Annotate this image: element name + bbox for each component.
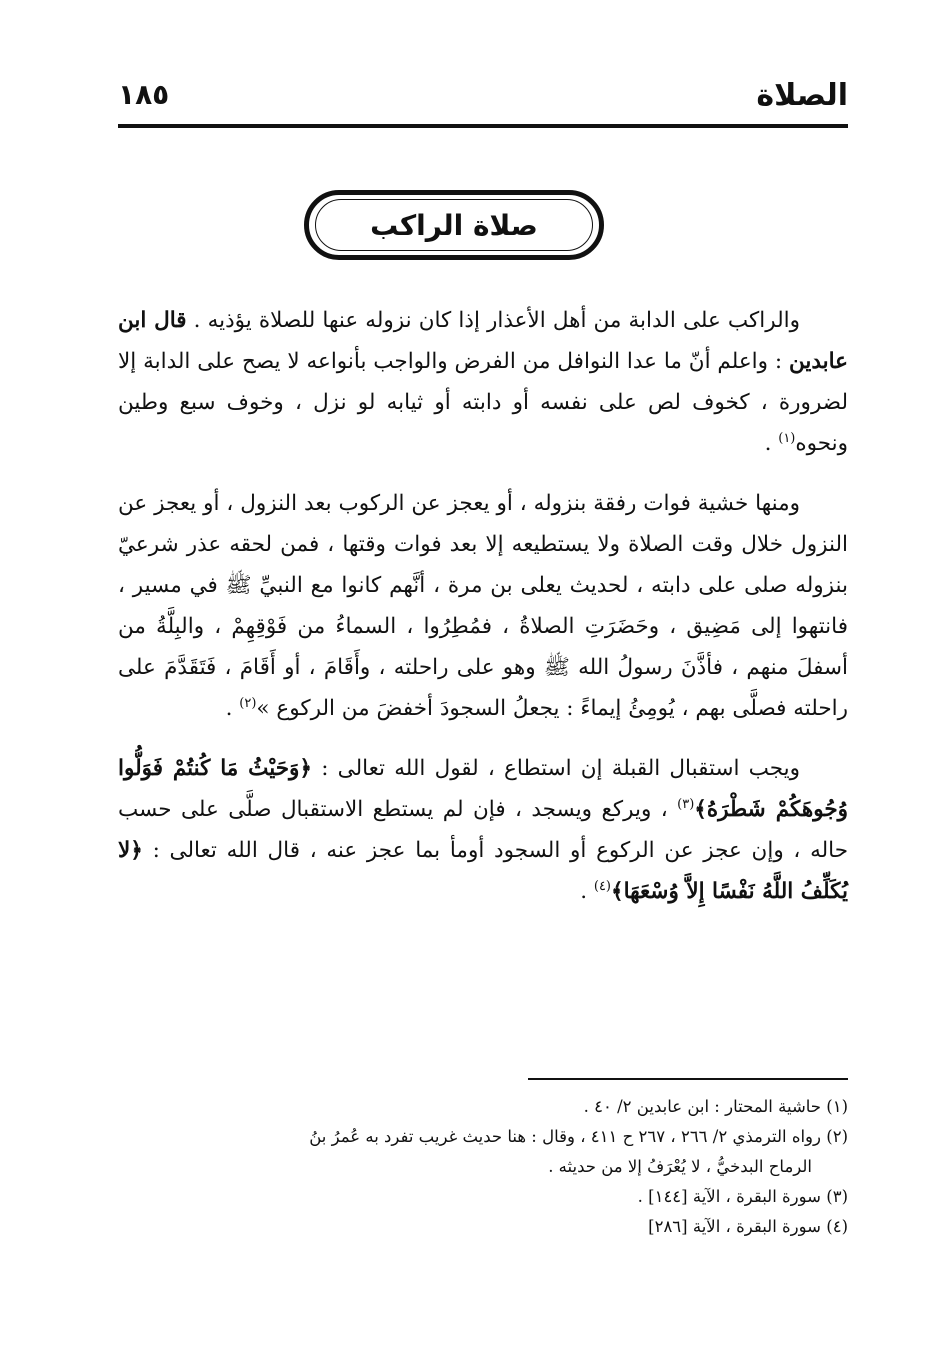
running-title: الصلاة [756, 78, 848, 113]
paragraph-3-text-b: ، ويركع ويسجد ، فإن لم يستطع الاستقبال صلَّى على حسب حاله ، وإن عجز عن الركوع أو السجود أومأ بما عجز عنه ، قال الله تعالى : [118, 797, 848, 863]
section-title-frame [304, 190, 604, 260]
paragraph-1-text-b: : واعلم أنّ ما عدا النوافل من الفرض والواجب بأنواعه لا يصح على الدابة إلا لضرورة ، كخوف لص على نفسه أو دابته أو ثيابه لو نزل ، وخوف سبع وطين ونحوه [118, 349, 848, 456]
quran-verse-2: ﴿لا يُكَلِّفُ اللَّهُ نَفْسًا إِلاَّ وُسْعَهَا﴾ [118, 838, 848, 904]
footnote-ref-2: (٢) [239, 695, 257, 711]
paragraph-3-text-a: ويجب استقبال القبلة إن استطاع ، لقول الله تعالى : [312, 756, 800, 781]
page-header [118, 74, 848, 124]
footnote-rule [528, 1078, 848, 1080]
paragraph-1 [118, 300, 848, 464]
footnote-1: (١) حاشية المحتار : ابن عابدين ٢/ ٤٠ . [583, 1097, 848, 1116]
paragraph-3 [118, 748, 848, 912]
quran-verse-1: ﴿وَحَيْثُ مَا كُنتُمْ فَوَلُّوا وُجُوهَكُمْ شَطْرَهُ﴾ [118, 756, 848, 822]
footnote-ref-3: (٣) [677, 796, 695, 812]
section-title: صلاة الراكب [370, 208, 538, 242]
footnote-ref-4: (٤) [593, 878, 611, 894]
scholar-name: قال ابن عابدين [118, 308, 848, 374]
footnote-2-continuation: الرماح البدخيُّ ، لا يُعْرَفُ إلا من حديثه . [548, 1157, 812, 1176]
paragraph-1-end: . [764, 431, 779, 456]
page-number: ١٨٥ [118, 78, 170, 111]
footnotes [118, 1092, 848, 1242]
paragraph-2-text: ومنها خشية فوات رفقة بنزوله ، أو يعجز عن الركوب بعد النزول ، أو يعجز عن النزول خلال وقت الصلاة ولا يستطيعه إلا بعد فوات وقتها ، فمن لحقه عذر شرعيّ بنزوله صلى على دابته ، لحديث يعلى بن مرة ، أنَّهم كانوا مع النبيِّ ﷺ في مسير ، فانتهوا إلى مَضِيق ، وحَضَرَتِ الصلاةُ ، فمُطِرُوا ، السماءُ من فَوْقِهِمْ ، والبِلَّةُ من أسفلَ منهم ، فأذَّنَ رسولُ الله ﷺ وهو على راحلته ، وأَقَامَ ، أو أَقَامَ ، فَتَقَدَّمَ على راحلته فصلَّى بهم ، يُومِئُ إيماءً : يجعلُ السجودَ أخفضَ من الركوع » [118, 491, 848, 721]
header-rule [118, 124, 848, 128]
paragraph-1-text-a: والراكب على الدابة من أهل الأعذار إذا كان نزوله عنها للصلاة يؤذيه . [186, 308, 801, 333]
paragraph-3-end: . [580, 879, 594, 904]
footnote-2: (٢) رواه الترمذي ٢/ ٢٦٦ ، ٢٦٧ ح ٤١١ ، وقال : هنا حديث غريب تفرد به عُمرُ بنُ [309, 1127, 848, 1146]
paragraph-2-end: . [225, 696, 240, 721]
body-text [118, 300, 848, 931]
footnote-4: (٤) سورة البقرة ، الآية [٢٨٦] [648, 1217, 848, 1236]
footnote-ref-1: (١) [778, 430, 796, 446]
paragraph-2 [118, 483, 848, 729]
footnote-3: (٣) سورة البقرة ، الآية [١٤٤] . [637, 1187, 848, 1206]
